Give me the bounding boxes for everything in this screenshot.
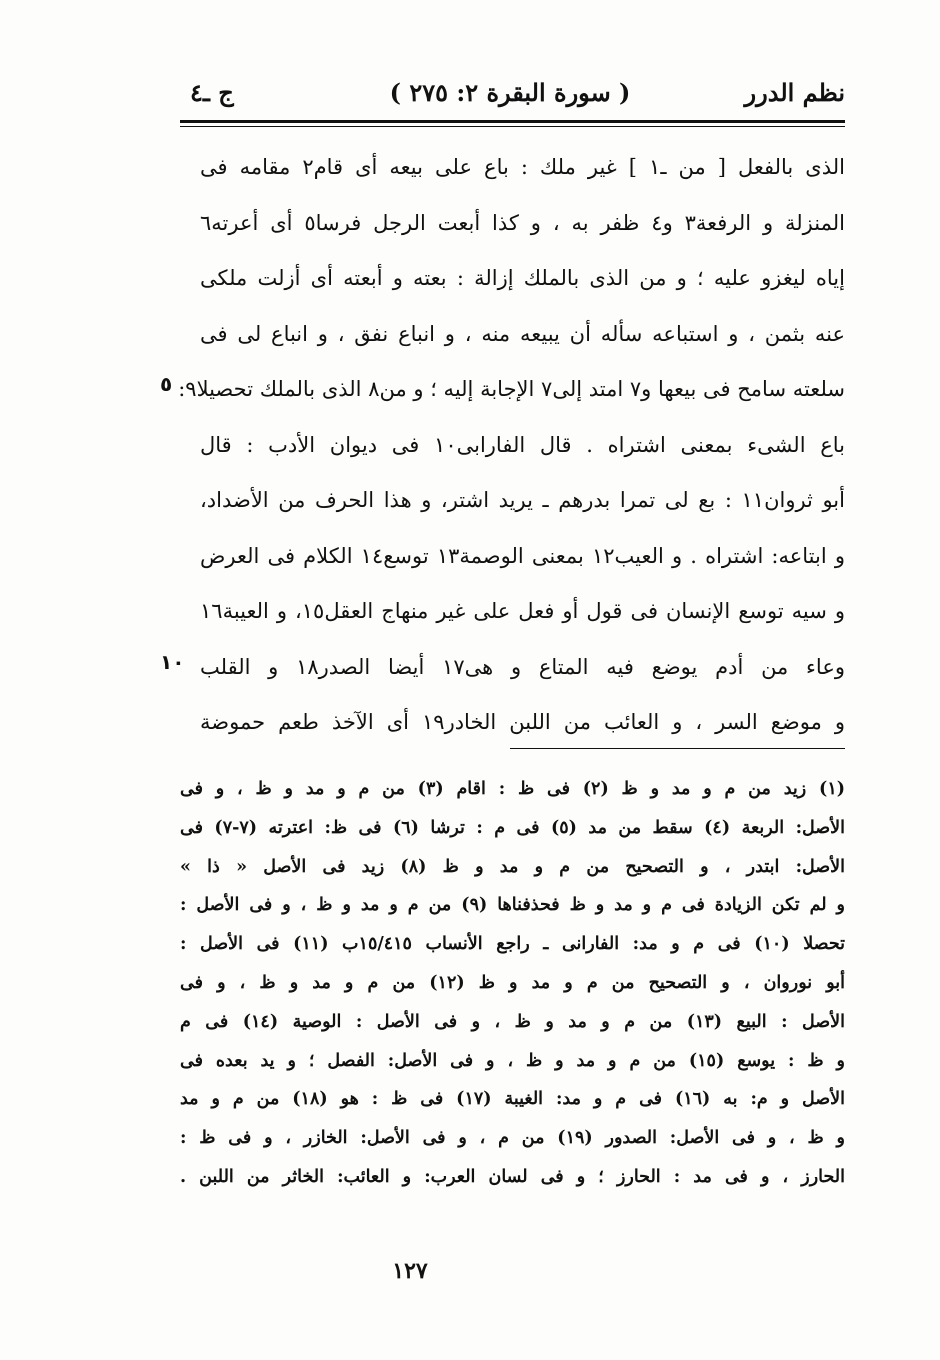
volume-label: ج ـ٤ bbox=[190, 78, 234, 107]
running-header bbox=[175, 70, 845, 120]
main-line: و موضع السر ، و العائب من اللبن الخادر١٩ أى الآخذ طعم حموضة bbox=[200, 710, 845, 734]
main-line: الذى بالفعل [ من ـ١ ] غير ملك : باع على بيعه أى قام٢ مقامه فى bbox=[200, 155, 845, 179]
footnote-line: الأصل : البيع (١٣) من م و مد و ظ ، و فى الأصل : الوصية (١٤) فى م bbox=[180, 1011, 845, 1032]
header-rule-thick bbox=[180, 120, 845, 123]
footnote-line: و لم تكن الزيادة فى م و مد و ظ فحذفناها (٩) من م و مد و ظ ، و فى الأصل : bbox=[180, 895, 845, 916]
main-line: وعاء من أدم يوضع فيه المتاع و هى١٧ أيضا الصدر١٨ و القلب bbox=[200, 654, 846, 679]
footnote-separator bbox=[510, 748, 845, 749]
line-number-10: ١٠ bbox=[160, 650, 185, 674]
footnote-line: و ظ ، و فى الأصل: الصدور (١٩) من م ، و فى الأصل: الخازر ، و فى ظ : bbox=[180, 1128, 845, 1149]
main-line: و ابتاعه: اشتراه . و العيب١٢ بمعنى الوصمة١٣ توسع١٤ الكلام فى العرض bbox=[200, 543, 845, 568]
footnote-line: أبو نوروان ، و التصحيح من م و مد و ظ (١٢) من م و مد و ظ ، و فى bbox=[180, 972, 845, 993]
main-line: و سيه توسع الإنسان فى قول أو فعل على غير منهاج العقل١٥، و العيبة١٦ bbox=[200, 599, 845, 623]
footnote-line: و ظ : يوسع (١٥) من م و مد و ظ ، و فى الأصل: الفصل ؛ و يد بعده فى bbox=[180, 1050, 845, 1071]
page-number: ١٢٧ bbox=[392, 1258, 428, 1284]
line-number-5: ٥ bbox=[160, 372, 173, 396]
main-line: باع الشىء بمعنى اشتراه . قال الفارابى١٠ فى ديوان الأدب : قال bbox=[200, 432, 846, 457]
surah-reference: ( سورة البقرة ٢: ٢٧٥ ) bbox=[389, 78, 631, 107]
running-title: نظم الدرر bbox=[744, 78, 845, 107]
main-text-block bbox=[178, 140, 846, 751]
main-line: المنزلة و الرفعة٣ و٤ ظفر به ، و كذا أبعت الرجل فرسا٥ أى أعرته٦ bbox=[200, 210, 845, 235]
footnotes-block bbox=[180, 770, 845, 1197]
main-line: سلعته سامح فى بيعها و٧ امتد إلى٧ الإجابة إليه ؛ و من٨ الذى بالملك تحصيلا٩: bbox=[178, 377, 845, 401]
footnote-line: تحصلا (١٠) فى م و مد: الفارانى ـ راجع الأنساب ١٥/٤١٥ب (١١) فى الأصل : bbox=[180, 934, 845, 955]
main-line: عنه بثمن ، و استباعه سأله أن يبيعه منه ، و انباع نفق ، و انباع لى فى bbox=[200, 321, 846, 346]
footnote-line: الأصل و م: به (١٦) فى م و مد: الغيبة (١٧) فى ظ : هو (١٨) من م و مد bbox=[180, 1089, 845, 1110]
header-rule-thin bbox=[180, 126, 845, 127]
main-line: أبو ثروان١١ : بع لى تمرا بدرهم ـ يريد اشتر، و هذا الحرف من الأضداد، bbox=[200, 488, 845, 512]
footnote-line: (١) زيد من م و مد و ظ (٢) فى ظ : اقام (٣) من م و مد و ظ ، و فى bbox=[180, 779, 845, 799]
footnote-line: الأصل: ابتدر ، و التصحيح من م و مد و ظ (٨) زيد فى الأصل « ذا » bbox=[180, 856, 845, 877]
footnote-line: الأصل: الربعة (٤) سقط من مد (٥) فى م : ترشا (٦) فى ظ: اعترته (٧-٧) فى bbox=[180, 817, 845, 838]
main-line: إياه ليغزو عليه ؛ و من الذى بالملك إزالة : بعته و أبعته أى أزلت ملكى bbox=[200, 266, 845, 290]
footnote-line: الحارز ، و فى مد : الحارز ؛ و فى لسان العرب: و العائب: الخاثر من اللبن . bbox=[180, 1166, 845, 1187]
